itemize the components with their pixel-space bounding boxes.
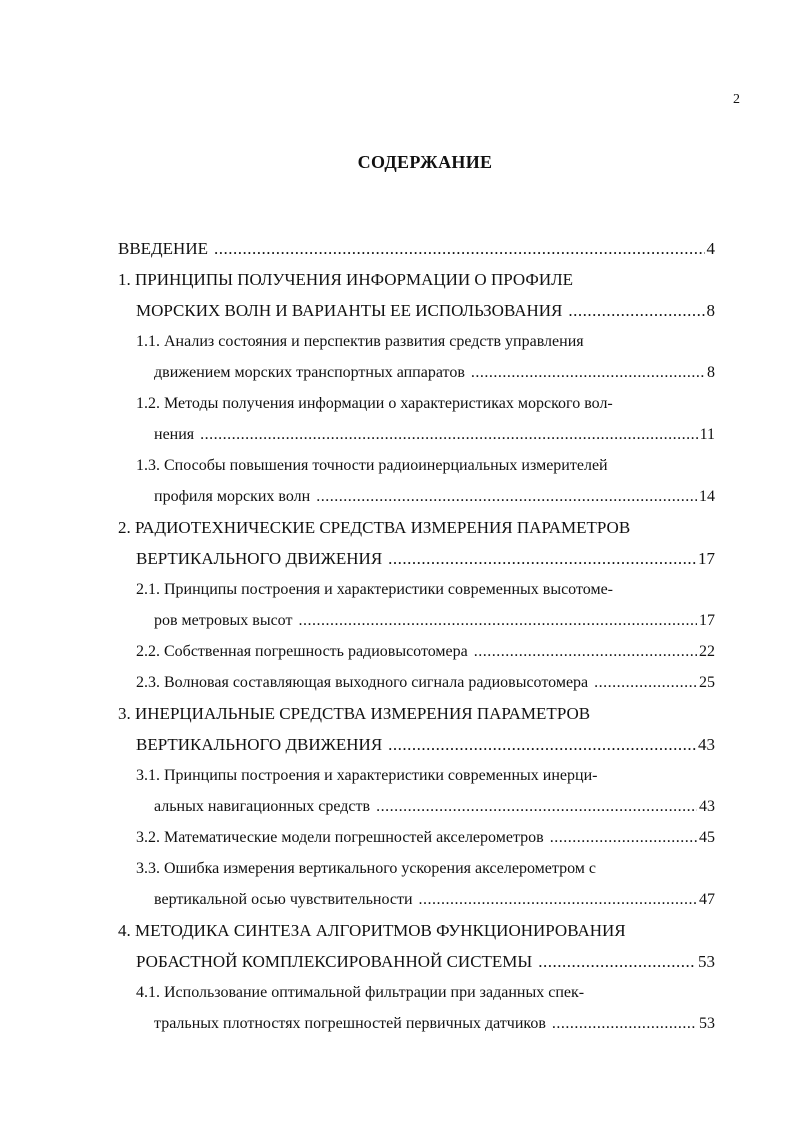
toc-entry-title: 1.1. Анализ состояния и перспектив развития средств управления [136, 333, 584, 350]
dot-leader [388, 729, 696, 760]
page-title: СОДЕРЖАНИЕ [357, 152, 493, 172]
toc-entry-title: РОБАСТНОЙ КОМПЛЕКСИРОВАННОЙ СИСТЕМЫ [136, 952, 533, 971]
page-number: 2 [733, 92, 740, 107]
toc-entry [118, 574, 715, 605]
toc-entry-page: 14 [699, 488, 715, 505]
toc-entry-page: 43 [699, 798, 715, 815]
toc-entry [118, 233, 715, 264]
toc-entry-title: 1. ПРИНЦИПЫ ПОЛУЧЕНИЯ ИНФОРМАЦИИ О ПРОФИЛЕ [118, 270, 574, 289]
toc-entry-page: 53 [698, 952, 715, 971]
toc-entry-page: 47 [699, 891, 715, 908]
toc-entry-page: 11 [699, 426, 715, 443]
toc-entry-title: 3.2. Математические модели погрешностей акселерометров [136, 829, 544, 846]
toc-entry-title: ров метровых высот [154, 612, 293, 629]
toc-entry [118, 760, 715, 791]
toc-entry [118, 419, 715, 450]
toc-entry [118, 605, 715, 636]
toc-entry [118, 264, 715, 295]
toc-entry-title: 4. МЕТОДИКА СИНТЕЗА АЛГОРИТМОВ ФУНКЦИОНИРОВАНИЯ [118, 921, 626, 940]
toc-entry-page: 45 [699, 829, 715, 846]
toc-entry-title: нения [154, 426, 195, 443]
toc-entry-page: 4 [706, 239, 715, 258]
toc-entry-title: 4.1. Использование оптимальной фильтрации при заданных спек- [136, 984, 585, 1001]
toc-entry [118, 450, 715, 481]
dot-leader [298, 605, 697, 636]
dot-leader [538, 946, 696, 977]
toc-entry-title: 2.3. Волновая составляющая выходного сигнала радиовысотомера [136, 674, 589, 691]
dot-leader [471, 357, 705, 388]
toc-entry-page: 25 [699, 674, 715, 691]
toc-entry-title: 3.3. Ошибка измерения вертикального ускорения акселерометром с [136, 860, 597, 877]
dot-leader [550, 822, 697, 853]
toc-entry [118, 388, 715, 419]
toc-entry-title: движением морских транспортных аппаратов [154, 364, 465, 381]
toc-entry [118, 729, 715, 760]
toc-entry [118, 481, 715, 512]
toc-entry-title: ВЕРТИКАЛЬНОГО ДВИЖЕНИЯ [136, 549, 383, 568]
toc-entry-title: альных навигационных средств [154, 798, 371, 815]
toc-entry-page: 17 [699, 612, 715, 629]
toc-entry-title: 2. РАДИОТЕХНИЧЕСКИЕ СРЕДСТВА ИЗМЕРЕНИЯ ПАРАМЕТРОВ [118, 518, 631, 537]
dot-leader [474, 636, 697, 667]
toc-entry [118, 977, 715, 1008]
toc-entry-page: 17 [698, 549, 715, 568]
dot-leader [419, 884, 697, 915]
toc-entry [118, 326, 715, 357]
dot-leader [316, 481, 697, 512]
toc-entry-title: 2.2. Собственная погрешность радиовысотомера [136, 643, 468, 660]
toc-entry [118, 822, 715, 853]
toc-entry-page: 8 [707, 364, 715, 381]
dot-leader [568, 295, 704, 326]
toc-entry [118, 853, 715, 884]
toc-entry-page: 53 [699, 1015, 715, 1032]
toc-entry [118, 357, 715, 388]
toc-entry-title: 3.1. Принципы построения и характеристики современных инерци- [136, 767, 598, 784]
table-of-contents [118, 233, 715, 1039]
toc-entry [118, 543, 715, 574]
toc-entry-title: ВЕРТИКАЛЬНОГО ДВИЖЕНИЯ [136, 735, 383, 754]
toc-entry [118, 1008, 715, 1039]
toc-entry-title: ВВЕДЕНИЕ [118, 239, 208, 258]
toc-entry [118, 946, 715, 977]
toc-entry-title: 2.1. Принципы построения и характеристики современных высотоме- [136, 581, 613, 598]
toc-entry-page: 22 [699, 643, 715, 660]
dot-leader [214, 233, 705, 264]
toc-entry-title: профиля морских волн [154, 488, 311, 505]
toc-entry-page: 43 [698, 735, 715, 754]
toc-entry-title: тральных плотностях погрешностей первичных датчиков [154, 1015, 546, 1032]
dot-leader [594, 667, 697, 698]
toc-entry [118, 915, 715, 946]
toc-entry [118, 667, 715, 698]
toc-entry-title: 1.3. Способы повышения точности радиоинерциальных измерителей [136, 457, 608, 474]
dot-leader [552, 1008, 697, 1039]
toc-entry-title: 1.2. Методы получения информации о характеристиках морского вол- [136, 395, 613, 412]
toc-entry [118, 698, 715, 729]
toc-entry-title: МОРСКИХ ВОЛН И ВАРИАНТЫ ЕЕ ИСПОЛЬЗОВАНИЯ [136, 301, 563, 320]
dot-leader [376, 791, 697, 822]
toc-entry-title: вертикальной осью чувствительности [154, 891, 413, 908]
toc-entry [118, 636, 715, 667]
toc-entry [118, 512, 715, 543]
toc-entry [118, 295, 715, 326]
toc-entry [118, 791, 715, 822]
toc-entry-title: 3. ИНЕРЦИАЛЬНЫЕ СРЕДСТВА ИЗМЕРЕНИЯ ПАРАМЕТРОВ [118, 704, 591, 723]
toc-entry-page: 8 [706, 301, 715, 320]
dot-leader [200, 419, 697, 450]
dot-leader [388, 543, 696, 574]
toc-entry [118, 884, 715, 915]
